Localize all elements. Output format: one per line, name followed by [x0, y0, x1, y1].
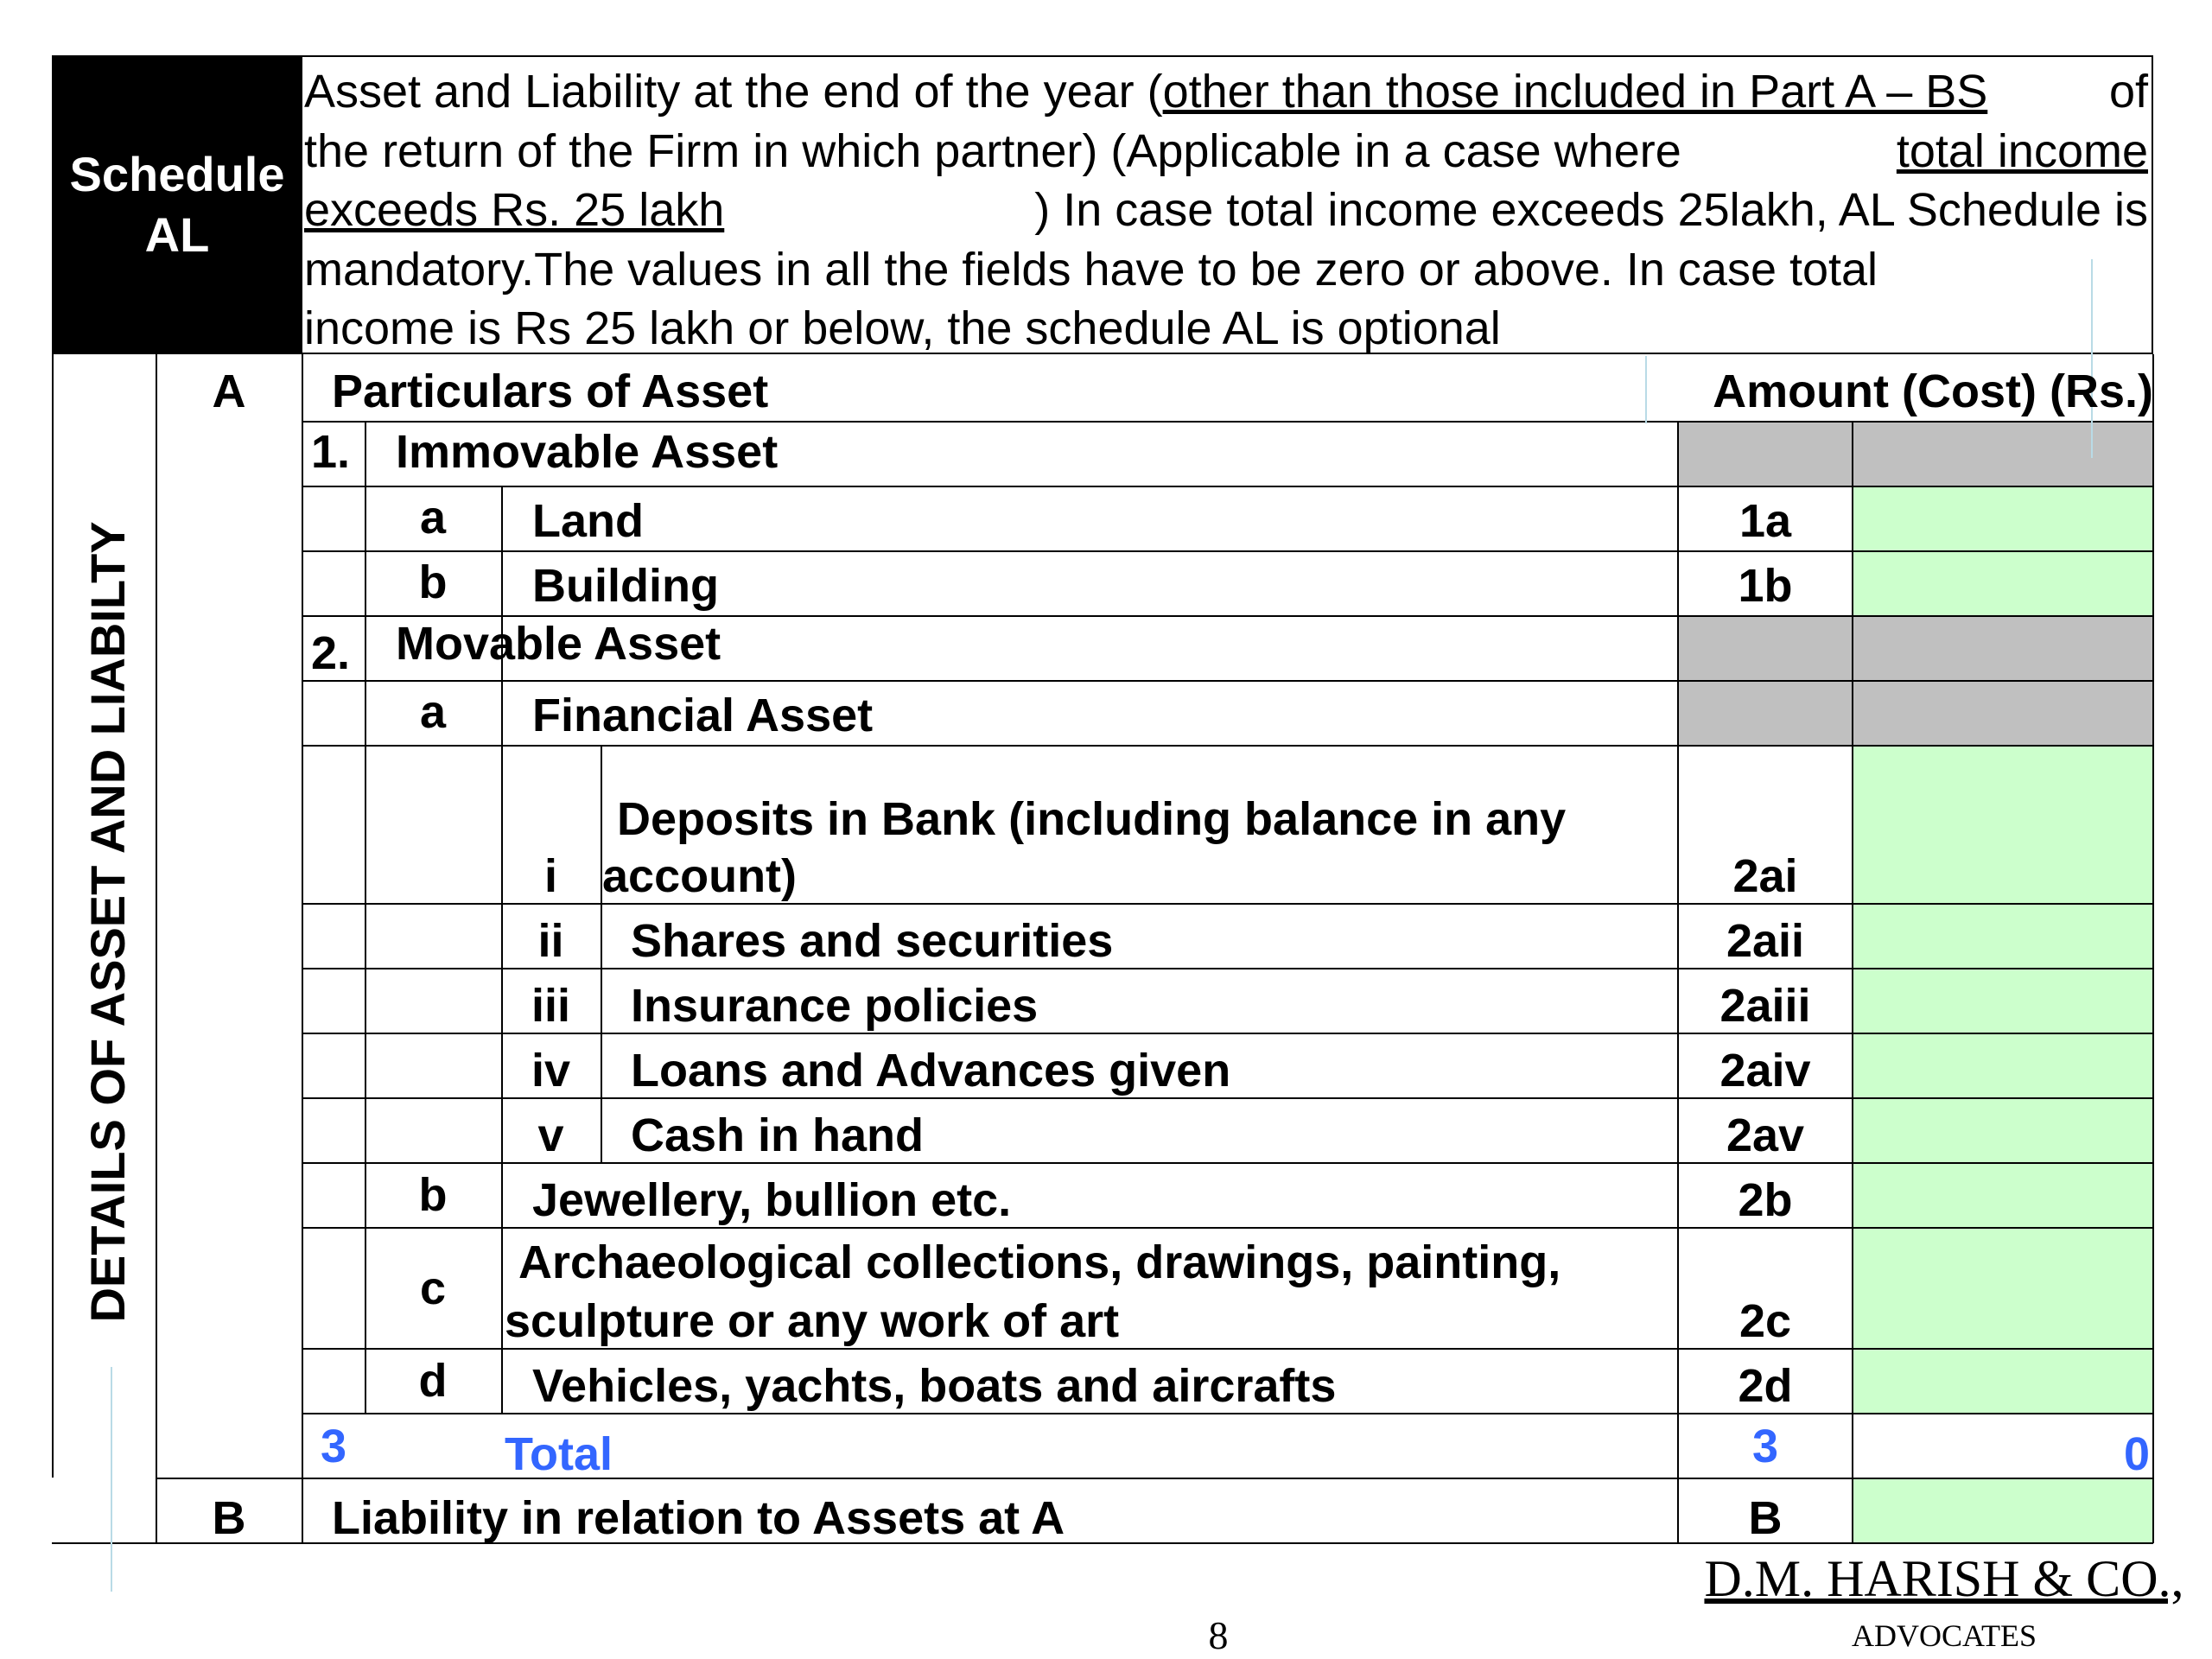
row-label: Jewellery, bullion etc.	[532, 1174, 1012, 1226]
row-label: Financial Asset	[532, 690, 874, 741]
row-code: 1b	[1738, 560, 1793, 612]
schedule-label	[52, 55, 302, 354]
disabled-cell-financial-amount	[1853, 681, 2153, 746]
row-label: Movable Asset	[396, 618, 721, 670]
amount-input-2b[interactable]	[1853, 1163, 2153, 1228]
amount-input-b[interactable]	[1853, 1478, 2153, 1543]
schedule-label-line2: AL	[144, 207, 210, 262]
row-label-line1: Archaeological collections, drawings, painting,	[518, 1236, 1561, 1288]
row-label: Loans and Advances given	[631, 1045, 1231, 1096]
section-b-letter: B	[212, 1492, 246, 1544]
row-label-line2: sculpture or any work of art	[505, 1295, 1120, 1347]
grid-line	[302, 680, 2153, 682]
guide-line	[2091, 259, 2093, 458]
row-label: Insurance policies	[631, 980, 1039, 1032]
row-code: 2aiv	[1719, 1045, 1811, 1096]
disabled-cell-movable-code	[1678, 616, 1853, 681]
row-label: Vehicles, yachts, boats and aircrafts	[532, 1360, 1337, 1412]
description-line1: Asset and Liability at the end of the year (other than those included in Part A – BS of	[304, 66, 2148, 118]
grid-line	[302, 486, 2153, 487]
total-num: 3	[320, 1421, 347, 1472]
disabled-cell-immovable-amount	[1853, 422, 2153, 486]
row-roman: ii	[537, 915, 564, 967]
grid-line	[302, 745, 2153, 747]
grid-line	[2152, 354, 2154, 1543]
side-label: DETAILS OF ASSET AND LIABILTY	[80, 521, 135, 1323]
row-roman: i	[543, 850, 557, 902]
grid-line	[302, 354, 303, 1543]
grid-line	[302, 421, 2153, 423]
total-amount: 0	[2123, 1428, 2150, 1480]
row-code: 2d	[1738, 1360, 1793, 1412]
amount-input-2c[interactable]	[1853, 1228, 2153, 1349]
disabled-cell-financial-code	[1678, 681, 1853, 746]
total-code: 3	[1751, 1421, 1779, 1472]
row-roman: v	[537, 1109, 564, 1161]
row-roman: iii	[531, 980, 570, 1032]
amount-input-1a[interactable]	[1853, 486, 2153, 551]
grid-line	[302, 550, 2153, 552]
section-b-code: B	[1748, 1492, 1783, 1544]
row-code: 2c	[1738, 1295, 1792, 1347]
firm-subtitle: ADVOCATES	[1851, 1618, 2037, 1653]
row-sub: b	[418, 1169, 448, 1221]
amount-input-2aii[interactable]	[1853, 904, 2153, 969]
amount-input-2d[interactable]	[1853, 1349, 2153, 1414]
grid-line	[52, 354, 54, 1478]
description-line3: exceeds Rs. 25 lakh ) In case total income exceeds 25lakh, AL Schedule is	[304, 184, 2148, 236]
row-sub: a	[419, 686, 447, 738]
row-num: 2.	[311, 627, 351, 679]
grid-line	[156, 354, 157, 1543]
row-code: 2aiii	[1719, 980, 1811, 1032]
amount-input-2av[interactable]	[1853, 1098, 2153, 1163]
amount-input-2ai[interactable]	[1853, 746, 2153, 904]
row-num: 1.	[311, 426, 351, 478]
row-code: 2aii	[1726, 915, 1805, 967]
row-sub: c	[419, 1262, 447, 1314]
row-sub: b	[418, 556, 448, 608]
amount-header: Amount (Cost) (Rs.)	[1713, 365, 2153, 417]
description-line4: mandatory.The values in all the fields have to be zero or above. In case total	[304, 243, 1878, 296]
row-label: Immovable Asset	[396, 426, 779, 478]
row-roman: iv	[531, 1045, 571, 1096]
page-number: 8	[1208, 1613, 1229, 1657]
row-label-line1: Deposits in Bank (including balance in any	[617, 793, 1567, 845]
row-code: 1a	[1738, 495, 1792, 547]
section-a-letter: A	[212, 365, 246, 417]
row-sub: d	[418, 1355, 448, 1407]
row-label: Building	[532, 560, 719, 612]
schedule-description	[302, 55, 2153, 354]
amount-input-2aiv[interactable]	[1853, 1033, 2153, 1098]
disabled-cell-movable-amount	[1853, 616, 2153, 681]
disabled-cell-immovable-code	[1678, 422, 1853, 486]
section-a-title: Particulars of Asset	[332, 365, 769, 417]
row-code: 2av	[1726, 1109, 1805, 1161]
row-code: 2ai	[1732, 850, 1798, 902]
row-code: 2b	[1738, 1174, 1793, 1226]
row-label: Land	[532, 495, 644, 547]
guide-line	[111, 1367, 112, 1592]
row-label: Cash in hand	[631, 1109, 925, 1161]
row-label-line2: account)	[602, 850, 798, 902]
description-line2: the return of the Firm in which partner) (Applicable in a case where total income	[304, 124, 2148, 177]
amount-input-2aiii[interactable]	[1853, 969, 2153, 1033]
grid-line	[601, 745, 602, 1162]
schedule-label-line1: Schedule	[69, 147, 285, 201]
row-sub: a	[419, 492, 447, 543]
total-label: Total	[505, 1428, 613, 1480]
description-line5: income is Rs 25 lakh or below, the schedule AL is optional	[304, 302, 1501, 354]
firm-name: D.M. HARISH & CO.,	[1704, 1550, 2184, 1607]
section-b-label: Liability in relation to Assets at A	[332, 1492, 1065, 1544]
guide-line	[1645, 356, 1647, 423]
row-label: Shares and securities	[631, 915, 1114, 967]
amount-input-1b[interactable]	[1853, 551, 2153, 616]
